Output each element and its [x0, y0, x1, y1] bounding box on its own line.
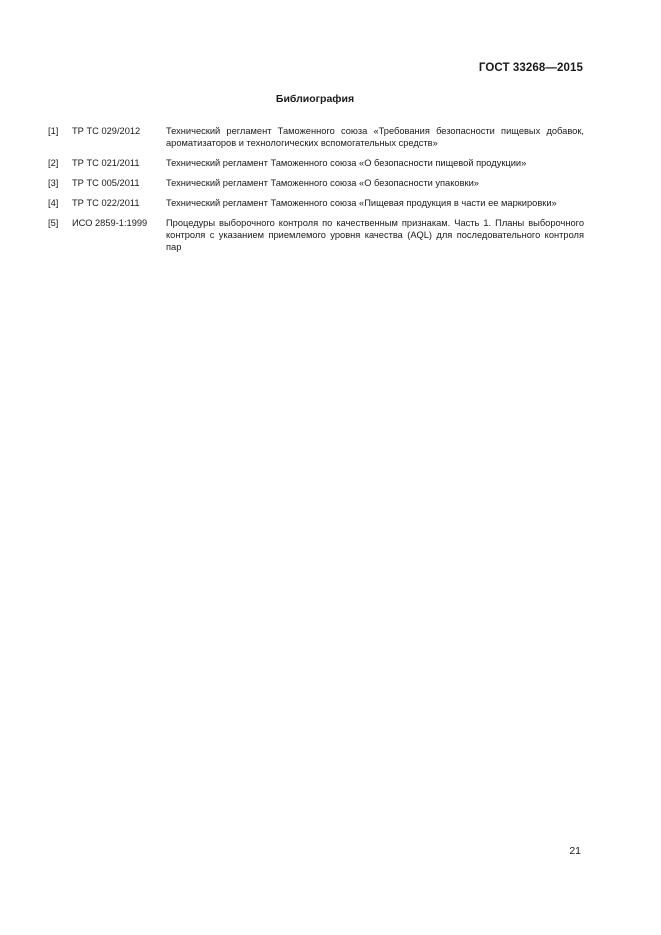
document-code: ГОСТ 33268—2015 [478, 62, 583, 74]
entry-title: Технический регламент Таможенного союза «Пищевая продукция в части ее маркировки» [166, 198, 557, 208]
entry-number: [2] [48, 158, 59, 168]
bibliography-entry [48, 197, 584, 209]
entry-number: [1] [48, 126, 59, 136]
entry-number: [5] [48, 218, 59, 228]
entry-code: ТР ТС 005/2011 [72, 178, 140, 188]
bibliography-entry [48, 177, 584, 189]
bibliography-list [48, 125, 584, 261]
entry-number: [3] [48, 178, 59, 188]
entry-title: Технический регламент Таможенного союза «О безопасности упаковки» [166, 178, 479, 188]
page-number: 21 [569, 845, 581, 857]
entry-code: ТР ТС 029/2012 [72, 126, 141, 136]
entry-code: ИСО 2859-1:1999 [72, 218, 148, 228]
bibliography-entry [48, 125, 584, 149]
entry-number: [4] [48, 198, 59, 208]
entry-title: Технический регламент Таможенного союза «Требования безопасности пищевых добавок, ароматизаторов и технологических вспомогательных средств» [166, 126, 584, 148]
entry-code: ТР ТС 022/2011 [72, 198, 140, 208]
bibliography-entry [48, 217, 584, 253]
entry-title: Процедуры выборочного контроля по качественным признакам. Часть 1. Планы выборочного контроля с указанием приемлемого уровня качества (AQL) для последовательного контроля пар [166, 218, 584, 252]
section-title: Библиография [275, 93, 355, 105]
entry-code: ТР ТС 021/2011 [72, 158, 140, 168]
bibliography-entry [48, 157, 584, 169]
entry-title: Технический регламент Таможенного союза «О безопасности пищевой продукции» [166, 158, 527, 168]
